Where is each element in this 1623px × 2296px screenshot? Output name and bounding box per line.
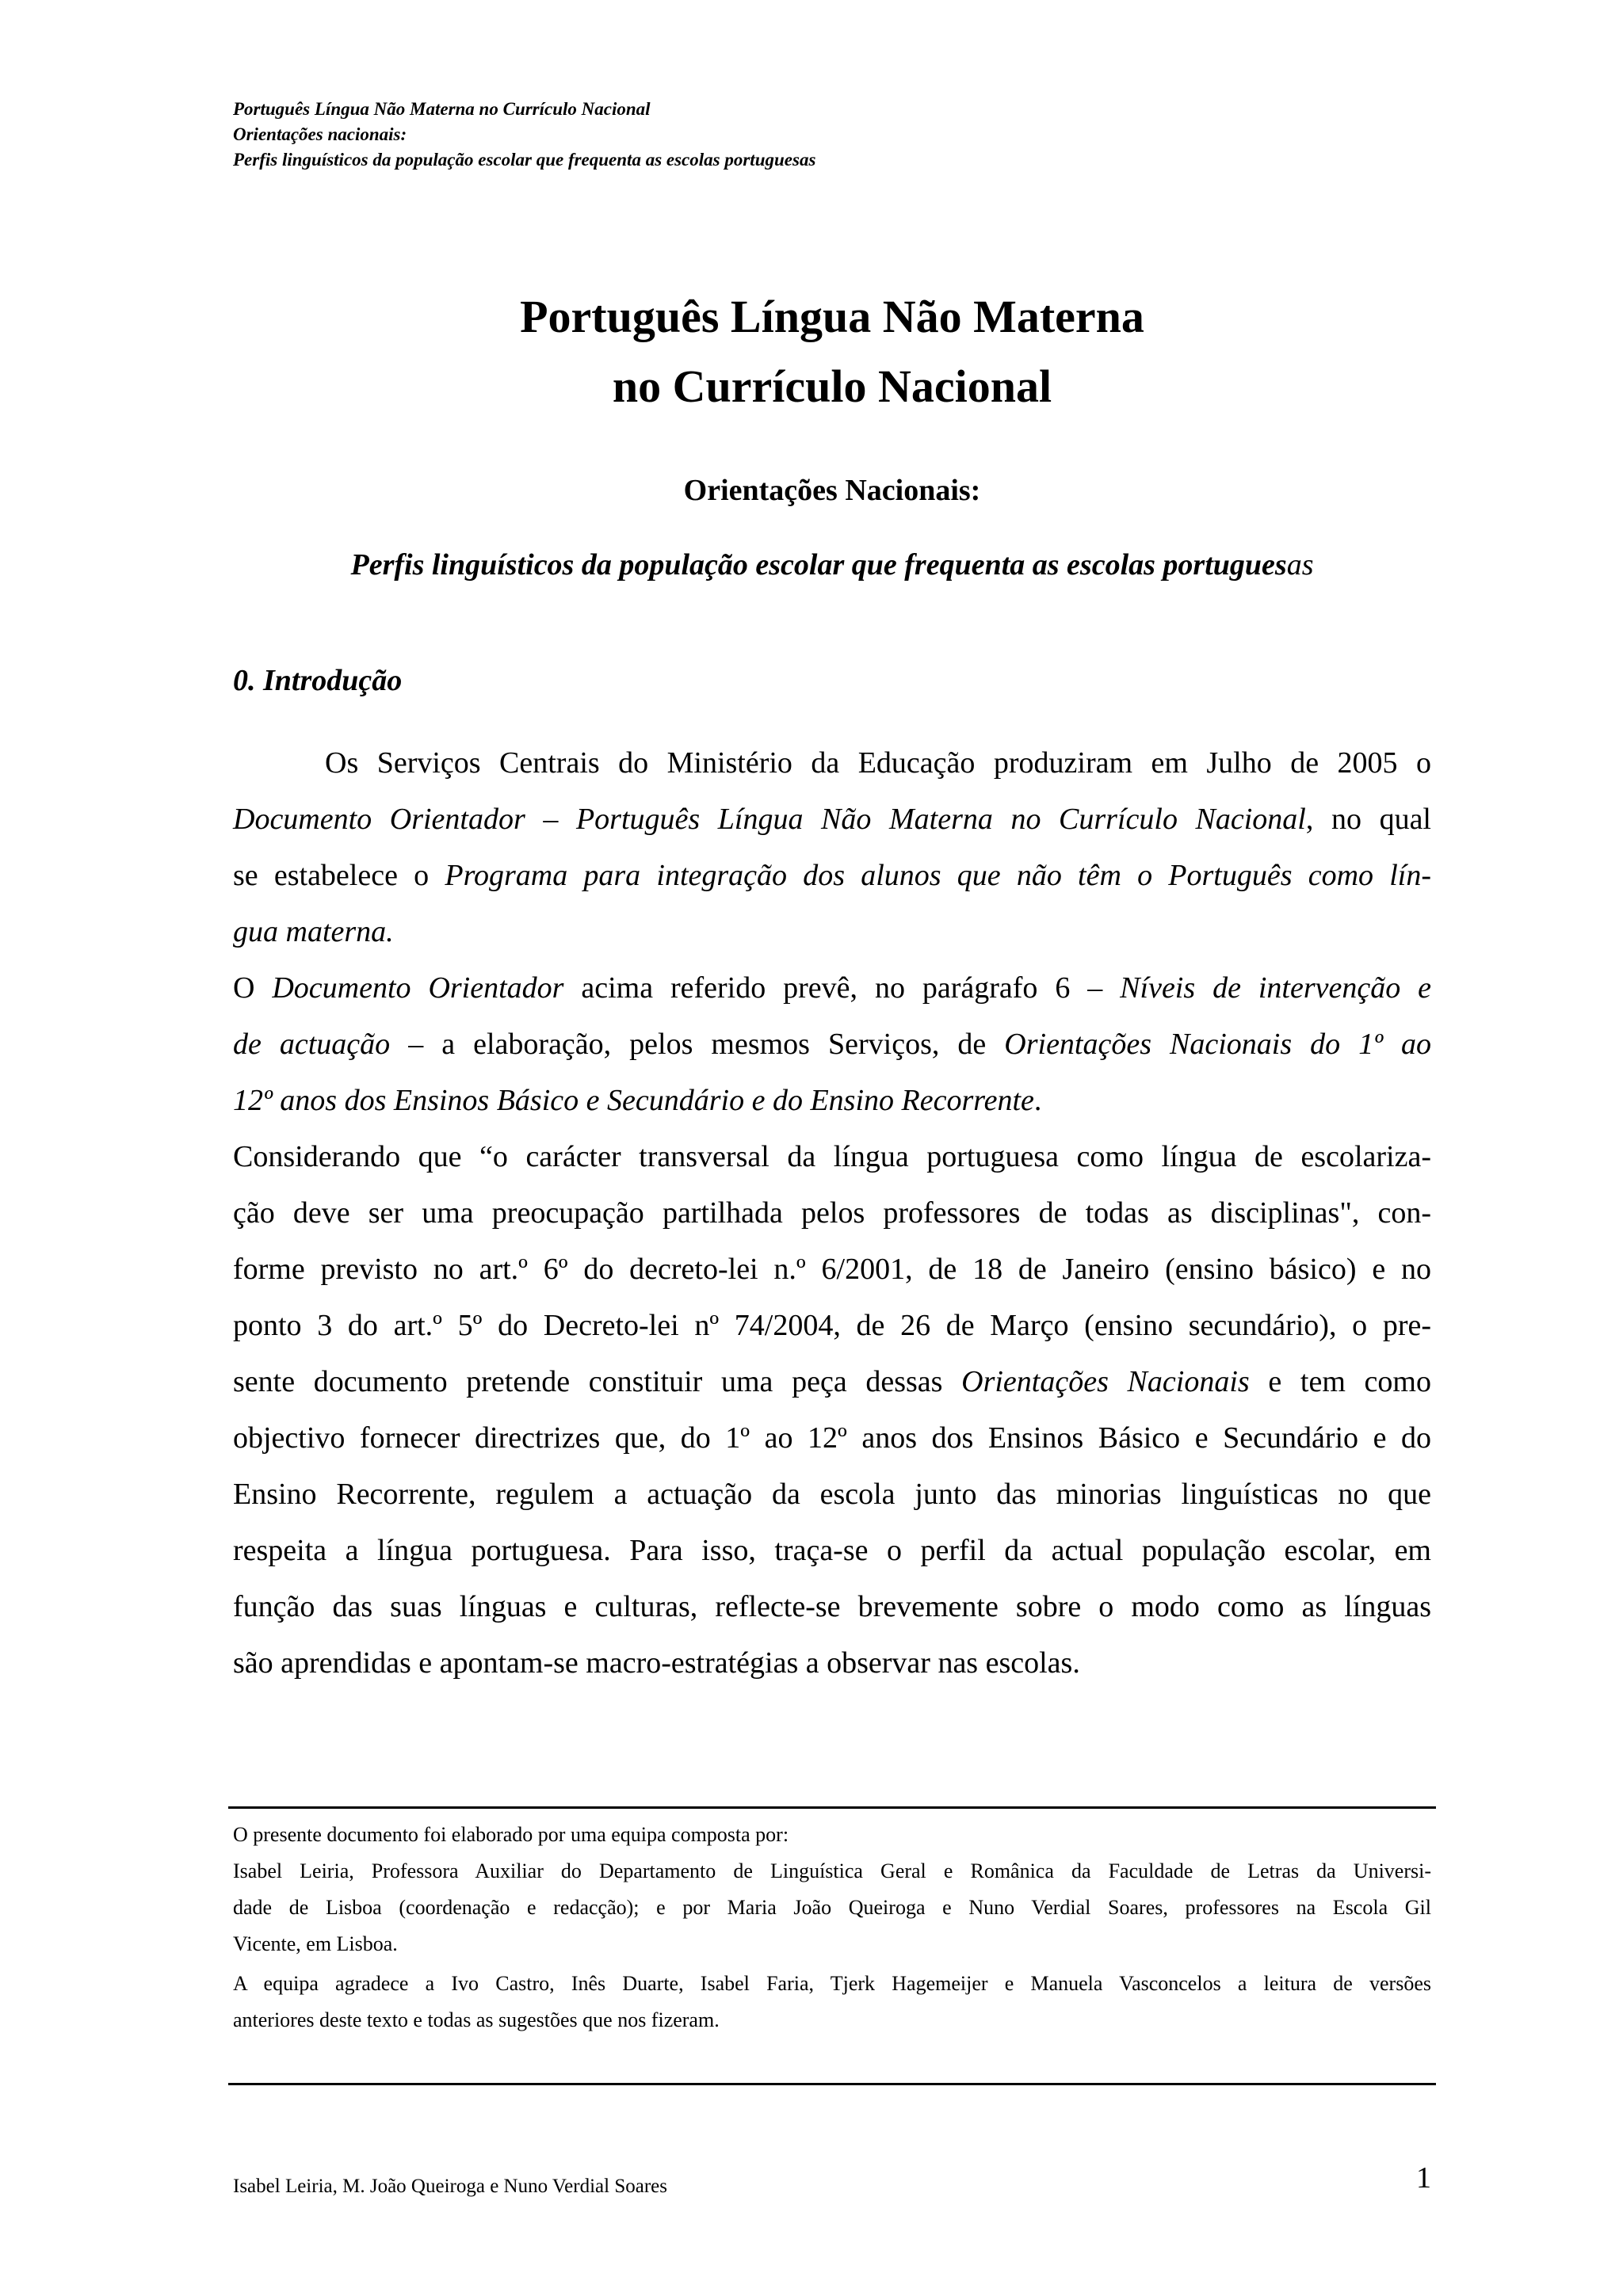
paragraph-2-line-3 [233,1073,1431,1129]
text-italic: Níveis de intervenção e [1120,971,1431,1005]
subtitle-italic [158,545,1506,585]
text-span: se estabelece o [233,859,445,892]
footnote-line-4: Vicente, em Lisboa. [233,1932,398,1955]
text-italic: gua materna. [233,915,394,948]
document-title [238,282,1426,421]
paragraph-1-line-4 [233,904,1431,960]
paragraph-3-line-9: função das suas línguas e culturas, reflecte-se brevemente sobre o modo como as línguas [233,1590,1431,1623]
document-title-line-1: Português Língua Não Materna [520,291,1144,342]
footnote-line-5: A equipa agradece a Ivo Castro, Inês Duarte, Isabel Faria, Tjerk Hagemeijer e Manuela Vasconcelos a leitura de versões [233,1972,1431,1995]
text-italic: Programa para integração dos alunos que não têm o Português como lín- [445,859,1431,892]
text-italic: Documento Orientador – Português Língua Não Materna no Currículo Nacional [233,803,1306,836]
paragraph-3-line-5 [233,1354,1431,1410]
text-italic: 12º anos dos Ensinos Básico e Secundário e do Ensino Recorrente [233,1084,1034,1117]
text-span: O [233,971,273,1005]
paragraph-3-line-6: objectivo fornecer directrizes que, do 1º ao 12º anos dos Ensinos Básico e Secundário e do [233,1421,1431,1455]
paragraph-1-line-3 [233,848,1431,904]
paragraph-2-line-2 [233,1016,1431,1073]
paragraph-2-line-1 [233,960,1431,1016]
footnote-line-6: anteriores deste texto e todas as sugestões que nos fizeram. [233,2008,720,2031]
paragraph-1-line-2 [233,791,1431,848]
footnote-box [228,1806,1436,2085]
subtitle: Orientações Nacionais: [683,474,981,507]
subtitle-italic-main: Perfis linguísticos da população escolar que frequenta as escolas portugues [350,548,1287,582]
text-span: sente documento pretende constituir uma peça dessas [233,1365,962,1398]
paragraph-3-line-8: respeita a língua portuguesa. Para isso, traça-se o perfil da actual população escolar, em [233,1534,1431,1567]
subtitle-italic-tail: as [1286,548,1314,582]
running-header [233,97,1422,173]
running-header-line-3: Perfis linguísticos da população escolar que frequenta as escolas portuguesas [233,150,816,170]
text-span: – a elaboração, pelos mesmos Serviços, de [390,1028,1005,1061]
footnote-text [233,1817,1431,2039]
page-number: 1 [1416,2161,1431,2195]
text-span: . [1033,1084,1042,1117]
text-span: e tem como [1249,1365,1431,1398]
section-heading: 0. Introdução [233,664,403,697]
text-italic: de actuação [233,1028,391,1061]
document-title-line-2: no Currículo Nacional [612,360,1052,412]
paragraph-3-line-10: são aprendidas e apontam-se macro-estratégias a observar nas escolas. [233,1646,1080,1680]
footnote-line-2: Isabel Leiria, Professora Auxiliar do Departamento de Linguística Geral e Românica da Faculdade de Letras da Universi- [233,1859,1431,1882]
running-header-line-2: Orientações nacionais: [233,124,407,144]
body-text [233,735,1431,1691]
text-italic: Documento Orientador [272,971,564,1005]
text-span: acima referido prevê, no parágrafo 6 – [563,971,1121,1005]
running-header-line-1: Português Língua Não Materna no Currículo Nacional [233,99,651,119]
paragraph-3-line-3: forme previsto no art.º 6º do decreto-lei n.º 6/2001, de 18 de Janeiro (ensino básico) e no [233,1253,1431,1286]
footnote-line-3: dade de Lisboa (coordenação e redacção); e por Maria João Queiroga e Nuno Verdial Soares, professores na Escola Gil [233,1896,1431,1919]
paragraph-3-line-4: ponto 3 do art.º 5º do Decreto-lei nº 74/2004, de 26 de Março (ensino secundário), o pre- [233,1309,1431,1342]
text-italic: Orientações Nacionais do 1º ao [1004,1028,1431,1061]
paragraph-3-line-7: Ensino Recorrente, regulem a actuação da escola junto das minorias linguísticas no que [233,1478,1431,1511]
text-italic: Orientações Nacionais [961,1365,1250,1398]
paragraph-3-line-2: ção deve ser uma preocupação partilhada pelos professores de todas as disciplinas", con- [233,1196,1431,1230]
footer-authors: Isabel Leiria, M. João Queiroga e Nuno Verdial Soares [233,2176,667,2197]
paragraph-1-line-1: Os Serviços Centrais do Ministério da Educação produziram em Julho de 2005 o [325,746,1431,780]
paragraph-3-line-1: Considerando que “o carácter transversal da língua portuguesa como língua de escolariza- [233,1140,1431,1173]
footnote-line-1: O presente documento foi elaborado por uma equipa composta por: [233,1823,789,1846]
text-span: , no qual [1305,803,1431,836]
